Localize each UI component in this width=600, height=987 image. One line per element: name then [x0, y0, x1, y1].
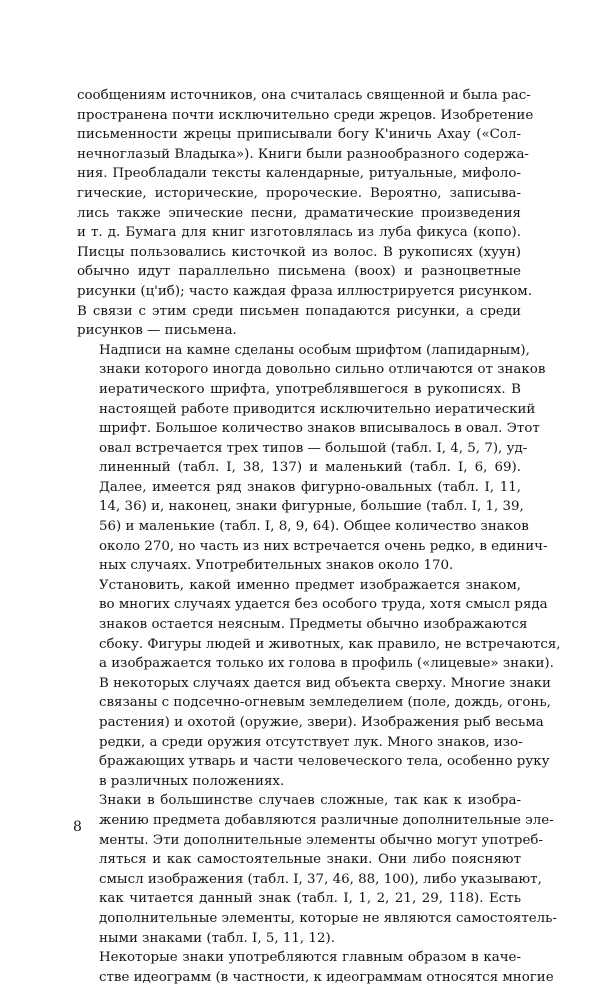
text-line: Писцы пользовались кисточкой из волос. В рукописях (хуун)	[77, 244, 521, 260]
paragraph	[77, 86, 534, 341]
text-line: иератического шрифта, употреблявшегося в рукописях. В	[99, 381, 521, 397]
text-line: как читается данный знак (табл. I, 1, 2, 21, 29, 118). Есть	[99, 891, 521, 907]
text-line: жению предмета добавляются различные дополнительные эле-	[99, 812, 554, 828]
text-line: Знаки в большинстве случаев сложные, так как к изобра-	[99, 793, 521, 809]
text-line: менты. Эти дополнительные элементы обычно могут употреб-	[99, 832, 544, 848]
text-line: рисунков — письмена.	[77, 323, 237, 339]
text-line: стве идеограмм (в частности, к идеограммам относятся многие	[99, 969, 554, 985]
text-line: ляться и как самостоятельные знаки. Они либо поясняют	[99, 852, 521, 868]
text-line: редки, а среди оружия отсутствует лук. Много знаков, изо-	[99, 734, 523, 750]
text-line: рисунки (ц'иб); часто каждая фраза иллюстрируется рисунком.	[77, 283, 532, 299]
text-line: знаки которого иногда довольно сильно отличаются от знаков	[99, 362, 546, 378]
text-line: обычно идут параллельно письмена (воох) и разноцветные	[77, 264, 521, 280]
paragraph	[77, 341, 548, 576]
text-line: связаны с подсечно-огневым земледелием (поле, дождь, огонь,	[99, 695, 551, 711]
text-line: Надписи на камне сделаны особым шрифтом (лапидарным),	[99, 342, 530, 358]
paragraph	[77, 791, 557, 948]
text-line: ными знаками (табл. I, 5, 11, 12).	[99, 930, 335, 946]
body-text	[77, 86, 561, 987]
text-line: 14, 36) и, наконец, знаки фигурные, большие (табл. I, 1, 39,	[99, 499, 524, 515]
text-line: около 270, но часть из них встречается очень редко, в единич-	[99, 538, 548, 554]
text-line: В некоторых случаях дается вид объекта сверху. Многие знаки	[99, 675, 551, 691]
text-line: настоящей работе приводится исключительно иератический	[99, 401, 536, 417]
text-line: Некоторые знаки употребляются главным образом в каче-	[99, 950, 521, 966]
text-line: знаков остается неясным. Предметы обычно изображаются	[99, 617, 528, 633]
text-line: письменности жрецы приписывали богу К'иничь Ахау («Сол-	[77, 127, 521, 143]
text-line: овал встречается трех типов — большой (табл. I, 4, 5, 7), уд-	[99, 440, 528, 456]
text-line: Установить, какой именно предмет изображается знаком,	[99, 577, 521, 593]
text-line: Далее, имеется ряд знаков фигурно-овальных (табл. I, 11,	[99, 479, 521, 495]
text-line: В связи с этим среди письмен попадаются рисунки, а среди	[77, 303, 521, 319]
paragraph	[77, 576, 561, 792]
text-line: лись также эпические песни, драматические произведения	[77, 205, 521, 221]
text-line: дополнительные элементы, которые не являются самостоятель-	[99, 910, 557, 926]
text-line: во многих случаях удается без особого труда, хотя смысл ряда	[99, 597, 548, 613]
text-line: и т. д. Бумага для книг изготовлялась из луба фикуса (копо).	[77, 225, 521, 241]
text-line: сообщениям источников, она считалась священной и была рас-	[77, 88, 531, 103]
text-line: а изображается только их голова в профиль («лицевые» знаки).	[99, 656, 554, 672]
text-line: ния. Преобладали тексты календарные, ритуальные, мифоло-	[77, 166, 521, 182]
text-line: сбоку. Фигуры людей и животных, как правило, не встречаются,	[99, 636, 561, 652]
text-line: смысл изображения (табл. I, 37, 46, 88, 100), либо указывают,	[99, 871, 542, 887]
paragraph	[77, 948, 554, 987]
text-line: ных случаях. Употребительных знаков около 170.	[99, 558, 454, 574]
text-line: в различных положениях.	[99, 773, 285, 789]
text-line: шрифт. Большое количество знаков вписывалось в овал. Этот	[99, 421, 540, 437]
text-line: бражающих утварь и части человеческого тела, особенно руку	[99, 754, 550, 770]
text-line: 56) и маленькие (табл. I, 8, 9, 64). Общее количество знаков	[99, 519, 529, 535]
text-line: линенный (табл. I, 38, 137) и маленький (табл. I, 6, 69).	[99, 460, 521, 476]
text-line: пространена почти исключительно среди жрецов. Изобретение	[77, 107, 534, 123]
text-line: гические, исторические, пророческие. Вероятно, записыва-	[77, 185, 521, 201]
text-line: растения) и охотой (оружие, звери). Изображения рыб весьма	[99, 715, 544, 730]
page-number: 8	[73, 819, 82, 835]
text-line: нечноглазый Владыка»). Книги были разнообразного содержа-	[77, 146, 529, 162]
